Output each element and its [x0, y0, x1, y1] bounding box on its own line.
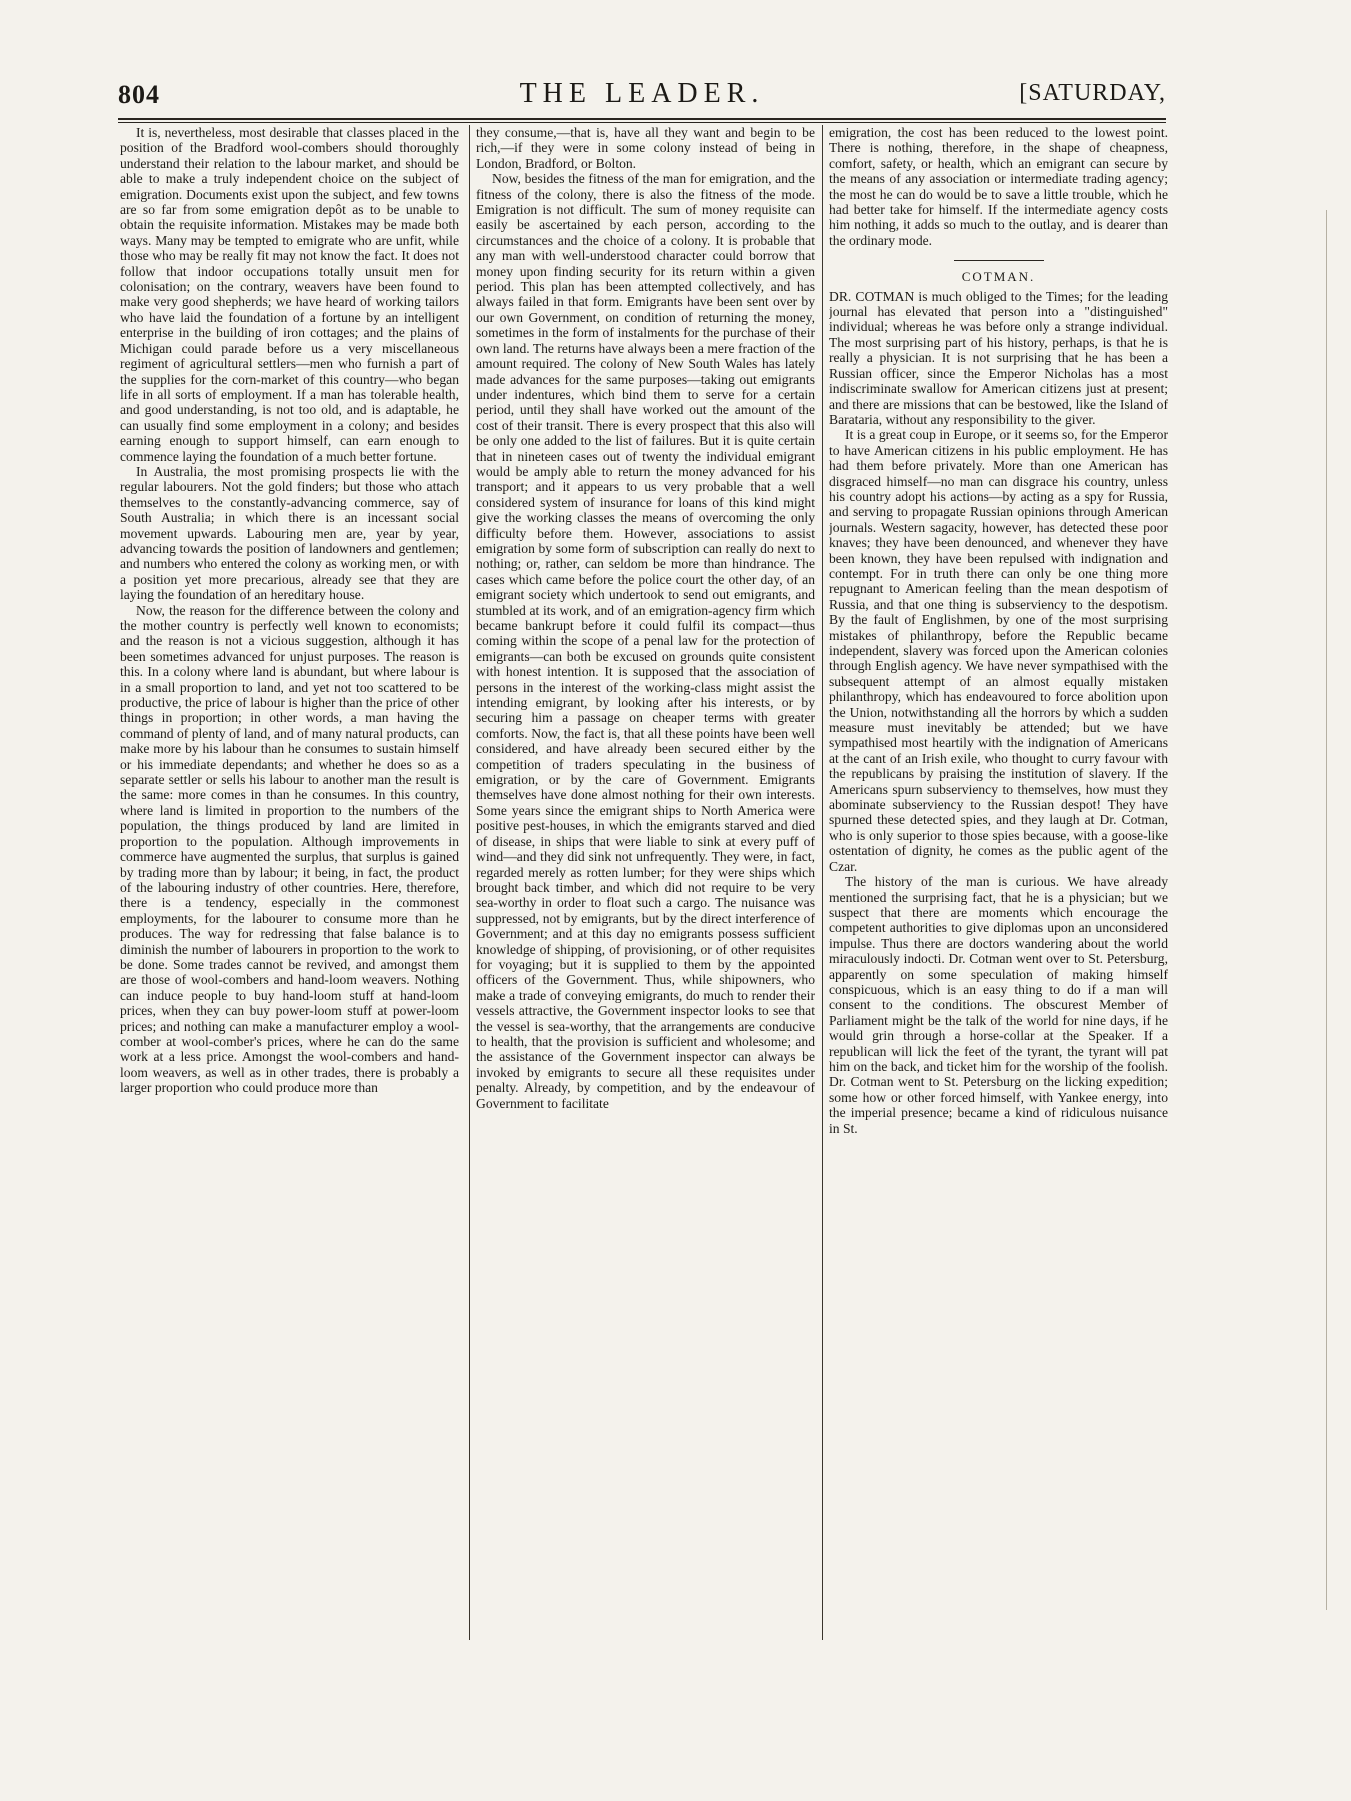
- paragraph-text: is much obliged to the Times; for the leading journal has elevated that person into a "distinguished" individual; whereas he was before only a strange individual. The most surprising part of his history, perhaps, is that he is really a physician. It is not surprising that he has been a Russian officer, since the Emperor Nicholas has a most indiscriminate swallow for American citizens just at present; and there are missions that can be bestowed, like the Island of Barataria, without any responsibility to the giver.: [829, 288, 1168, 427]
- section-divider: [954, 260, 1044, 261]
- paragraph: It is, nevertheless, most desirable that classes placed in the position of the Bradford wool-combers should thoroughly understand their relation to the labour market, and should be able to make a truly independent choice on the subject of emigration. Documents exist upon the subject, and few towns are so far from some emigration depôt as to be unable to obtain the requisite information. Mistakes may be made both ways. Many may be tempted to emigrate who are unfit, while those who may be really fit may not know the fact. It does not follow that indoor occupations totally unsuit men for colonisation; on the contrary, weavers have been found to make very good shepherds; we have heard of working tailors who have laid the foundation of a fortune by an intelligent enterprise in the building of iron cottages; and the plains of Michigan could parade before us a very miscellaneous regiment of agricultural settlers—men who furnish a part of the supplies for the corn-market of this country—who began life in all sorts of employment. If a man has tolerable health, and good understanding, is not too old, and is adaptable, he can usually find some employment in a colony; and besides earning enough to support himself, can earn enough to commence laying the foundation of a much better fortune.: [120, 125, 459, 464]
- lead-name: DR. COTMAN: [829, 288, 915, 304]
- masthead-title: THE LEADER.: [519, 78, 765, 109]
- running-head: [118, 78, 1166, 114]
- section-heading: COTMAN.: [961, 269, 1036, 285]
- paragraph: The history of the man is curious. We have already mentioned the surprising fact, that he is a physician; but we suspect that there are moments which encourage the competent authorities to give diplomas upon an unconsidered impulse. Thus there are doctors wandering about the world miraculously indocti. Dr. Cotman went over to St. Petersburg, apparently on some speculation of making himself conspicuous, which is an easy thing to do if a man will consent to the conditions. The obscurest Member of Parliament might be the talk of the world for nine days, if he would grin through a horse-collar at the Speaker. If a republican will lick the feet of the tyrant, the tyrant will pat him on the back, and ticket him for the worship of the foolish. Dr. Cotman went to St. Petersburg on the licking expedition; some how or other forced himself, with Yankee energy, into the imperial presence; became a kind of ridiculous nuisance in St.: [829, 874, 1168, 1136]
- header-rule: [118, 118, 1166, 120]
- column-rule: [469, 125, 470, 1640]
- paragraph: In Australia, the most promising prospects lie with the regular labourers. Not the gold finders; but those who attach themselves to the constantly-advancing commerce, say of South Australia; in which there is an incessant social movement upwards. Labouring men are, year by year, advancing towards the position of landowners and gentlemen; and numbers who entered the colony as working men, or with a position yet more precarious, already see that they are laying the foundation of an hereditary house.: [120, 463, 459, 603]
- header-rule-thin: [118, 122, 1166, 123]
- paragraph: they consume,—that is, have all they want and begin to be rich,—if they were in some colony instead of being in London, Bradford, or Bolton.: [476, 125, 815, 171]
- column-2: [476, 125, 815, 1640]
- paragraph: Now, besides the fitness of the man for emigration, and the fitness of the colony, there is also the fitness of the mode. Emigration is not difficult. The sum of money requisite can easily be ascertained by each person, according to the circumstances and the choice of a colony. It is probable that any man with well-understood character could borrow that money upon finding security for its return within a given period. This plan has been attempted collectively, and has always failed in that form. Emigrants have been sent over by our own Government, on condition of returning the money, sometimes in the form of instalments for the purchase of their own land. The returns have always been a mere fraction of the amount required. The colony of New South Wales has lately made advances for the same purposes—taking out emigrants under indentures, which bind them to serve for a certain period, until they shall have worked out the amount of the cost of their transit. There is every prospect that this also will be only one added to the list of failures. But it is quite certain that in nineteen cases out of twenty the individual emigrant would be amply able to return the money advanced for his transport; and it appears to us very probable that a well considered system of insurance for loans of this kind might give the working classes the means of overcoming the only difficulty before them. However, associations to assist emigration by some form of subscription can really do next to nothing; or, rather, can seldom be more than hindrance. The cases which came before the police court the other day, of an emigrant society which undertook to send out emigrants, and stumbled at its work, and of an emigration-agency firm which became bankrupt before it could fulfil its compact—thus coming within the scope of a penal law for the protection of emigrants—can both be excused on grounds quite consistent with honest intention. It is supposed that the association of persons in the interest of the working-class might assist the intending emigrant, by looking after his interests, or by securing him a passage on cheaper terms with greater comforts. Now, the fact is, that all these points have been well considered, and have already been secured either by the competition of traders speculating in the business of emigration, or by the care of Government. Emigrants themselves have done almost nothing for their own interests. Some years since the emigrant ships to North America were positive pest-houses, in which the emigrants starved and died of disease, in ships that were liable to sink at every puff of wind—and they did sink not unfrequently. They were, in fact, regarded merely as rotten lumber; for they were ships which brought back timber, and which did not require to be very sea-worthy in order to float such a cargo. The nuisance was suppressed, not by emigrants, but by the direct interference of Government; and at this day no emigrants possess sufficient knowledge of shipping, of provisioning, or of other requisites for voyaging; but it is supplied to them by the appointed officers of the Government. Thus, while shipowners, who make a trade of conveying emigrants, do much to render their vessels attractive, the Government inspector looks to see that the vessel is sea-worthy, that the arrangements are conducive to health, that the provision is sufficient and wholesome; and the assistance of the Government inspector can always be invoked by emigrants to secure all these requisites under penalty. Already, by competition, and by the endeavour of Government to facilitate: [476, 171, 815, 1111]
- paragraph: emigration, the cost has been reduced to the lowest point. There is nothing, therefore, in the shape of cheapness, comfort, safety, or health, which an emigrant can secure by the means of any association or intermediate trading agency; the most he can do would be to save a little trouble, which he had better take for himself. If the intermediate agency costs him nothing, it adds so much to the outlay, and is dearer than the ordinary mode.: [829, 125, 1168, 248]
- column-3: [829, 125, 1168, 1640]
- paragraph: [829, 289, 1168, 428]
- paragraph: It is a great coup in Europe, or it seems so, for the Emperor to have American citizens in his public employment. He has had them before privately. More than one American has disgraced himself—no man can disgrace his country, unless his country adopt his actions—by acting as a spy for Russia, and serving to propagate Russian opinions through American journals. Western sagacity, however, has detected these poor knaves; they have been denounced, and whenever they have been known, they have been repulsed with indignation and contempt. For in truth there can only be one thing more repugnant to American feeling than the mean despotism of Russia, and that one thing is subserviency to the despotism. By the fault of Englishmen, by one of the most surprising mistakes of philanthropy, before the Republic became independent, slavery was forced upon the American colonies through English agency. We have never sympathised with the subsequent attempt of an almost equally mistaken philanthropy, which has endeavoured to force abolition upon the Union, notwithstanding all the horrors by which a sudden measure must inevitably be attended; but we have sympathised most heartily with the indignation of Americans at the cant of an Irish exile, who thought to curry favour with the republicans by praising the institution of slavery. If the Americans spurn subserviency to themselves, how must they abominate subserviency to the Russian despot! They have spurned these detected spies, and they laugh at Dr. Cotman, who is only superior to those spies because, with a goose-like ostentation of dignity, he comes as the public agent of the Czar.: [829, 427, 1168, 874]
- column-rule: [822, 125, 823, 1640]
- issue-day: [SATURDAY,: [1019, 80, 1166, 106]
- paragraph: Now, the reason for the difference between the colony and the mother country is perfectly well known to economists; and the reason is not a vicious suggestion, although it has been sometimes advanced for unjust purposes. The reason is this. In a colony where land is abundant, but where labour is in a small proportion to land, and yet not too scattered to be productive, the price of labour is higher than the price of other things in proportion; in other words, a man having the command of plenty of land, and of many natural products, can make more by his labour than he consumes to sustain himself or his immediate dependants; and whether he does so as a separate settler or sells his labour to another man the result is the same: more comes in than he consumes. In this country, where land is limited in proportion to the numbers of the population, the things produced by land are limited in proportion to the population. Although improvements in commerce have augmented the surplus, that surplus is gained by trading more than by labour; it being, in fact, the product of the labouring industry of other countries. Here, therefore, there is a tendency, especially in the commonest employments, for the labourer to consume more than he produces. The way for redressing that false balance is to diminish the number of labourers in proportion to the work to be done. Some trades cannot be revived, and amongst them are those of wool-combers and hand-loom weavers. Nothing can induce people to buy hand-loom stuff at hand-loom prices, when they can buy power-loom stuff at power-loom prices; and nothing can make a manufacturer employ a wool-comber at wool-comber's prices, where he can do the same work at a less price. Amongst the wool-combers and hand-loom weavers, as well as in other trades, there is probably a larger proportion who could produce more than: [120, 602, 459, 1096]
- page-edge-mark: [1326, 210, 1327, 1610]
- page-number: 804: [118, 80, 160, 109]
- column-1: [120, 125, 459, 1640]
